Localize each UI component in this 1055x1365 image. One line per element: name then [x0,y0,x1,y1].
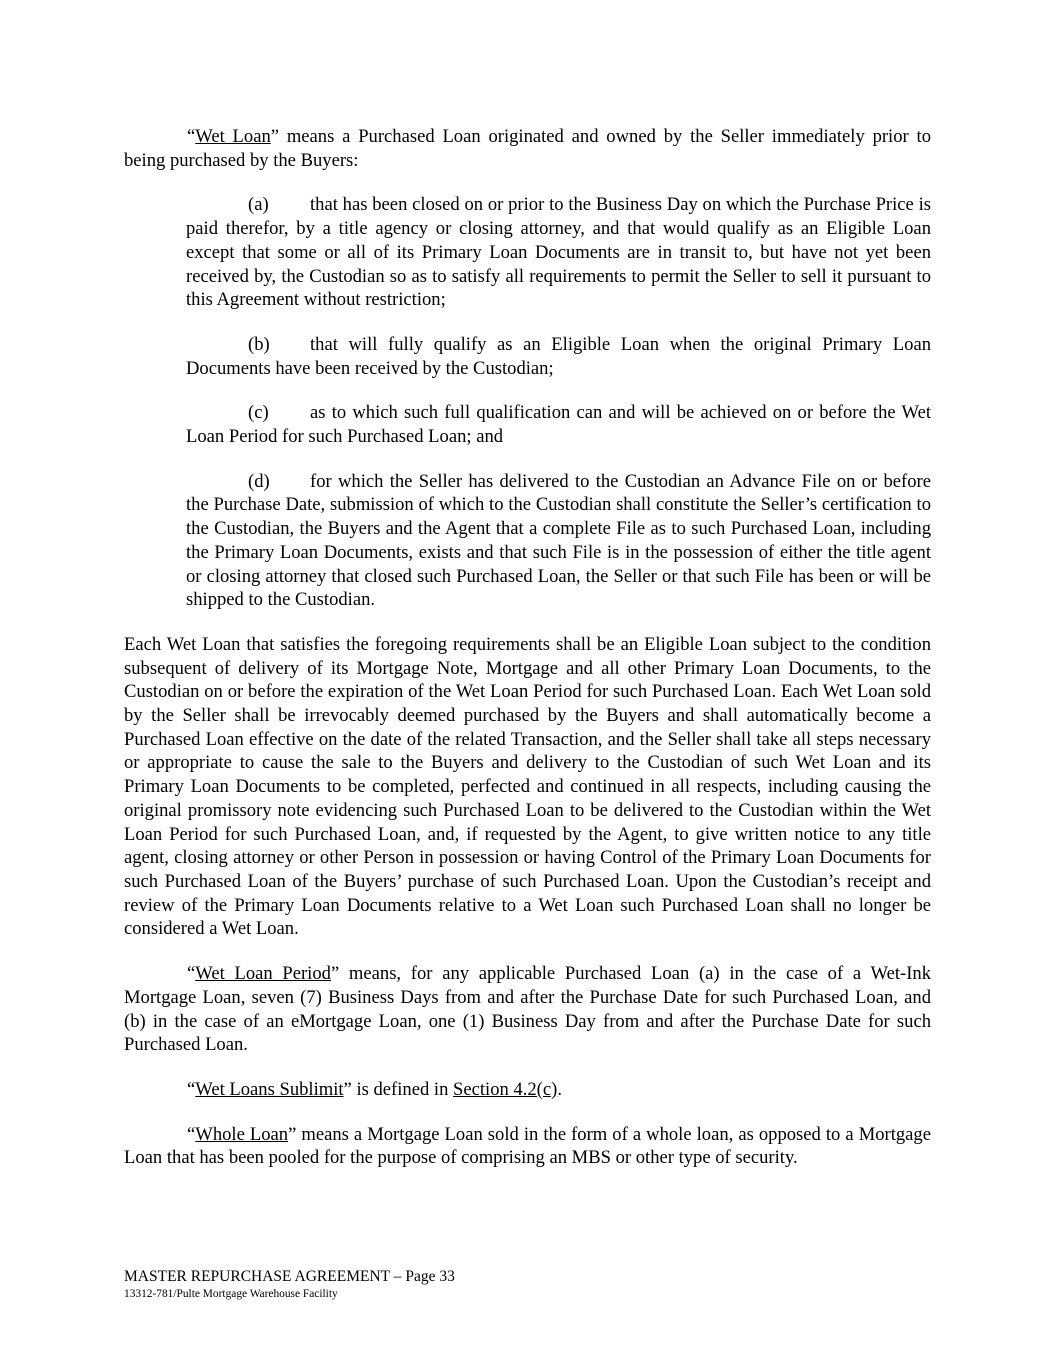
open-quote: “ [187,1123,196,1145]
definition-wet-loan [124,125,931,172]
open-quote: “ [187,126,196,147]
clause-text: that will fully qualify as an Eligible Loan when the original Primary Loan Documents have been received by the Custodian; [186,333,931,379]
footer-document-id: 13312-781/Pulte Mortgage Warehouse Facility [124,1288,338,1300]
clause-b [186,333,931,380]
definition-whole-loan [124,1123,931,1170]
clause-label: (d) [248,470,270,492]
wet-loan-closing-paragraph: Each Wet Loan that satisfies the foregoing requirements shall be an Eligible Loan subject to the condition subsequent of delivery of its Mortgage Note, Mortgage and all other Primary Loan Documents, to the Custodian on or before the expiration of the Wet Loan Period for such Purchased Loan. Each Wet Loan sold by the Seller shall be irrevocably deemed purchased by the Buyers and shall automatically become a Purchased Loan effective on the date of the related Transaction, and the Seller shall take all steps necessary or appropriate to cause the sale to the Buyers and delivery to the Custodian of such Wet Loan and its Primary Loan Documents to be completed, perfected and continued in all respects, including causing the original promissory note evidencing such Purchased Loan to be delivered to the Custodian within the Wet Loan Period for such Purchased Loan, and, if requested by the Agent, to give written notice to any title agent, closing attorney or other Person in possession or having Control of the Primary Loan Documents for such Purchased Loan of the Buyers’ purchase of such Purchased Loan. Upon the Custodian’s receipt and review of the Primary Loan Documents relative to a Wet Loan such Purchased Loan shall no longer be considered a Wet Loan. [124,633,931,940]
clause-text: as to which such full qualification can and will be achieved on or before the Wet Loan Period for such Purchased Loan; and [186,402,931,448]
clause-label: (a) [248,194,269,216]
definition-end: . [557,1078,562,1100]
definition-text: ” means, for any applicable Purchased Loan (a) in the case of a Wet-Ink Mortgage Loan, seven (7) Business Days from and after the Purchase Date for such Purchased Loan, and (b) in the case of an eMortgage Loan, one (1) Business Day from and after the Purchase Date for such Purchased Loan. [124,963,931,1056]
definition-text: ” is defined in [343,1078,454,1100]
definition-text: ” means a Purchased Loan originated and owned by the Seller immediately prior to being purchased by the Buyers: [124,126,931,171]
definition-text: ” means a Mortgage Loan sold in the form of a whole loan, as opposed to a Mortgage Loan that has been pooled for the purpose of comprising an MBS or other type of security. [124,1123,931,1169]
open-quote: “ [187,963,196,985]
page-footer [124,1267,455,1302]
defined-term-whole-loan: Whole Loan [195,1123,289,1145]
clause-label: (b) [248,333,270,355]
clause-text: that has been closed on or prior to the Business Day on which the Purchase Price is paid therefor, by a title agency or closing attorney, and that would qualify as an Eligible Loan except that some or all of its Primary Loan Documents are in transit to, but have not yet been received by, the Custodian so as to satisfy all requirements to permit the Seller to sell it pursuant to this Agreement without restriction; [186,194,931,311]
clause-label: (c) [248,402,269,424]
clause-d [186,470,931,612]
open-quote: “ [187,1078,196,1100]
footer-title: MASTER REPURCHASE AGREEMENT – Page 33 [124,1268,455,1285]
defined-term-wet-loan-period: Wet Loan Period [195,963,331,985]
page-body [124,125,931,1170]
defined-term-wet-loans-sublimit: Wet Loans Sublimit [195,1078,344,1100]
clause-text: for which the Seller has delivered to the Custodian an Advance File on or before the Purchase Date, submission of which to the Custodian shall constitute the Seller’s certification to the Custodian, the Buyers and the Agent that a complete File as to such Purchased Loan, including the Primary Loan Documents, exists and that such File is in the possession of either the title agent or closing attorney that closed such Purchased Loan, the Seller or that such File has been or will be shipped to the Custodian. [186,470,931,611]
defined-term-wet-loan: Wet Loan [195,126,271,147]
definition-wet-loans-sublimit [124,1078,931,1102]
section-reference-link[interactable]: Section 4.2(c) [453,1078,558,1100]
clause-a [186,193,931,312]
definition-wet-loan-period [124,962,931,1057]
clause-c [186,401,931,448]
